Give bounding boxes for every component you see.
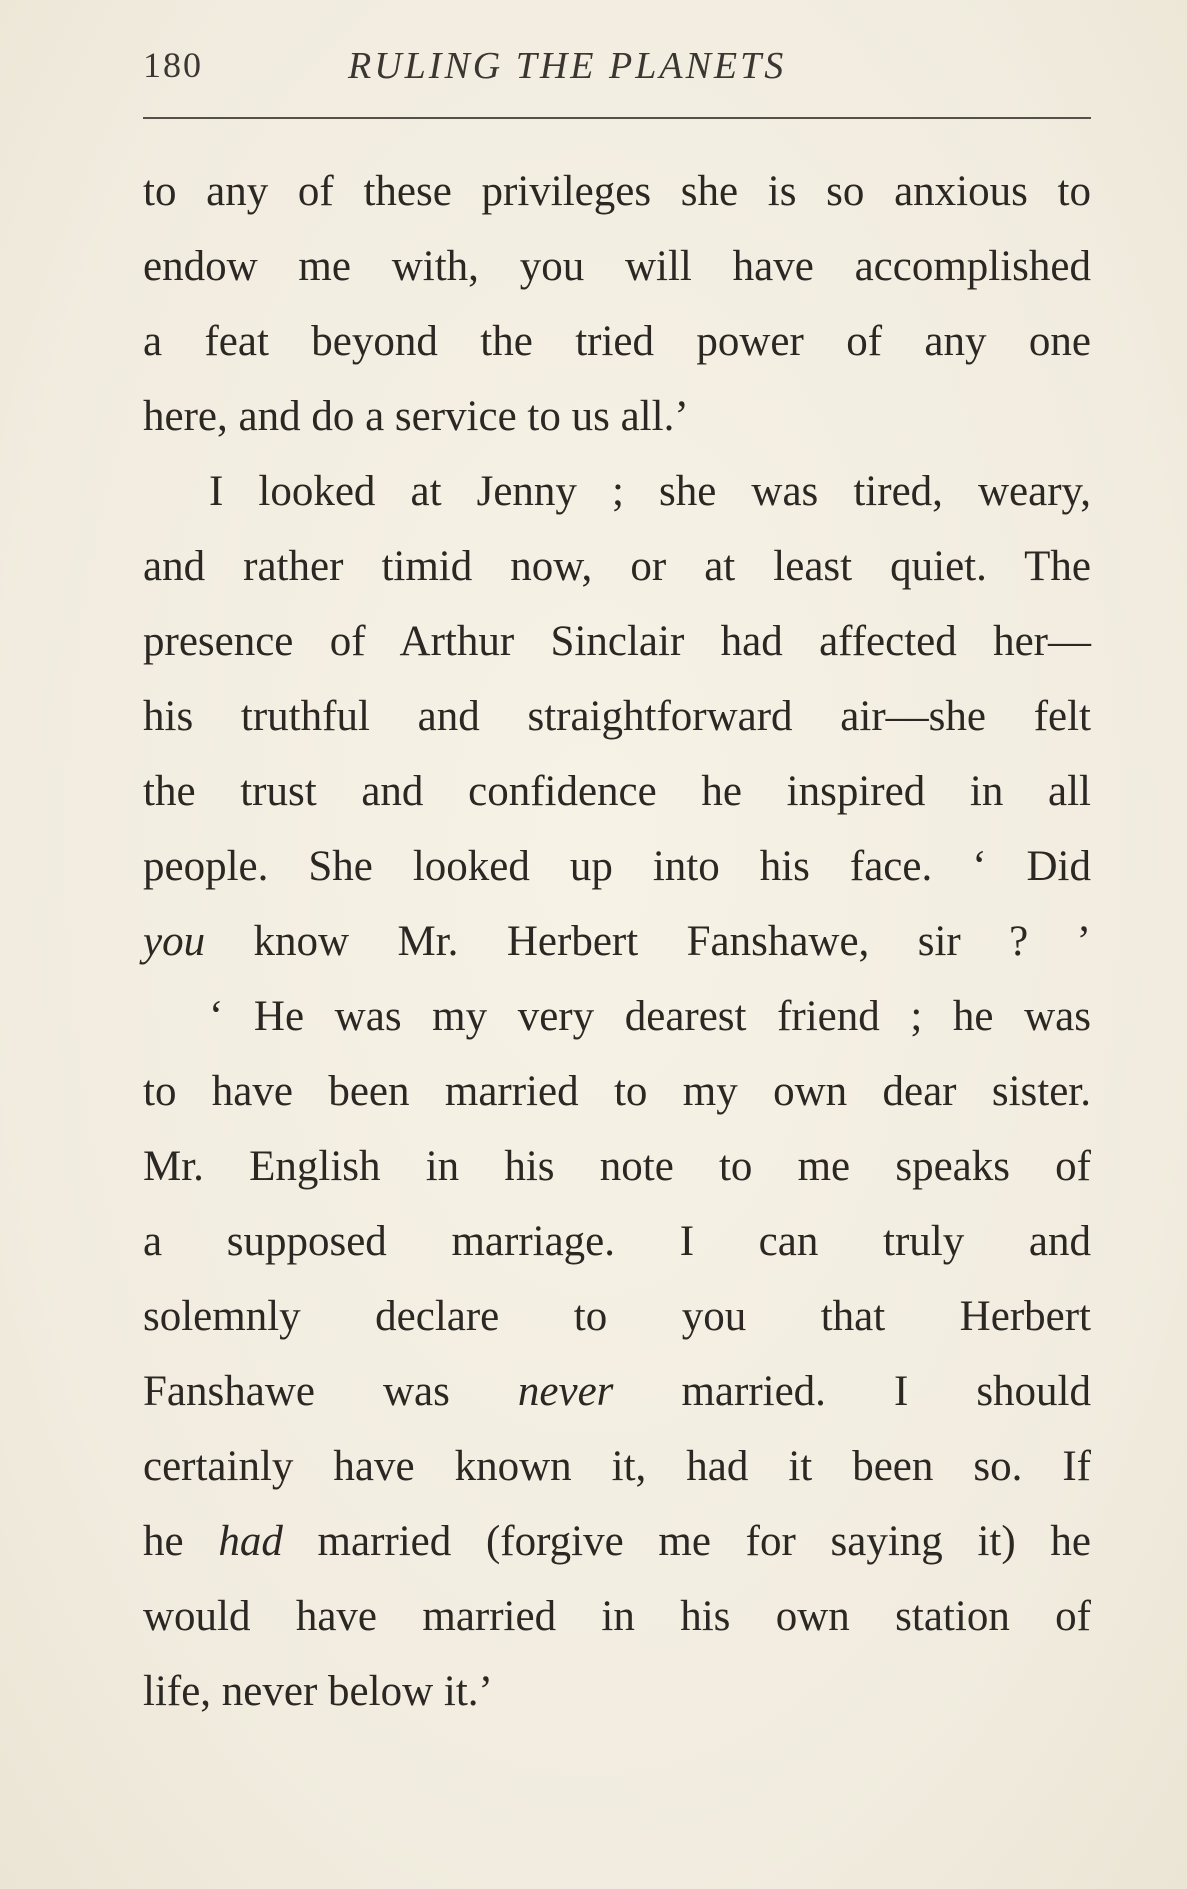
body-text — [143, 154, 1091, 1729]
text-segment: he — [143, 1518, 219, 1565]
text-line: to any of these privileges she is so anxious to — [143, 168, 1091, 215]
text-line: his truthful and straightforward air—she felt — [143, 693, 1091, 740]
text-segment: married (forgive me for saying it) he — [282, 1518, 1091, 1565]
text-line — [143, 1354, 1091, 1429]
page-header — [143, 44, 1091, 94]
text-line: the trust and confidence he inspired in all — [143, 768, 1091, 815]
running-title: RULING THE PLANETS — [348, 45, 787, 87]
text-line: and rather timid now, or at least quiet. The — [143, 543, 1091, 590]
italic-emphasis: never — [517, 1368, 614, 1415]
text-segment: married. I should — [613, 1368, 1091, 1415]
header-rule — [143, 117, 1091, 119]
text-line: ‘ He was my very dearest friend ; he was — [209, 993, 1091, 1040]
text-line — [143, 904, 1091, 979]
page-number: 180 — [143, 45, 203, 85]
text-line: here, and do a service to us all.’ — [143, 393, 689, 440]
italic-emphasis: had — [218, 1518, 283, 1565]
italic-emphasis: you — [143, 918, 206, 965]
text-line: life, never below it.’ — [143, 1668, 493, 1715]
text-line — [143, 1504, 1091, 1579]
text-line: I looked at Jenny ; she was tired, weary, — [209, 468, 1091, 515]
text-line: to have been married to my own dear sister. — [143, 1068, 1091, 1115]
text-line: Mr. English in his note to me speaks of — [143, 1143, 1091, 1190]
text-line: would have married in his own station of — [143, 1593, 1091, 1640]
text-segment: Fanshawe was — [143, 1368, 518, 1415]
text-segment: know Mr. Herbert Fanshawe, sir ? ’ — [205, 918, 1091, 965]
text-line: people. She looked up into his face. ‘ Did — [143, 843, 1091, 890]
text-line: solemnly declare to you that Herbert — [143, 1293, 1091, 1340]
text-line: a feat beyond the tried power of any one — [143, 318, 1091, 365]
text-line: certainly have known it, had it been so. If — [143, 1443, 1091, 1490]
text-line: presence of Arthur Sinclair had affected her— — [143, 618, 1091, 665]
text-line: a supposed marriage. I can truly and — [143, 1218, 1091, 1265]
text-line: endow me with, you will have accomplished — [143, 243, 1091, 290]
